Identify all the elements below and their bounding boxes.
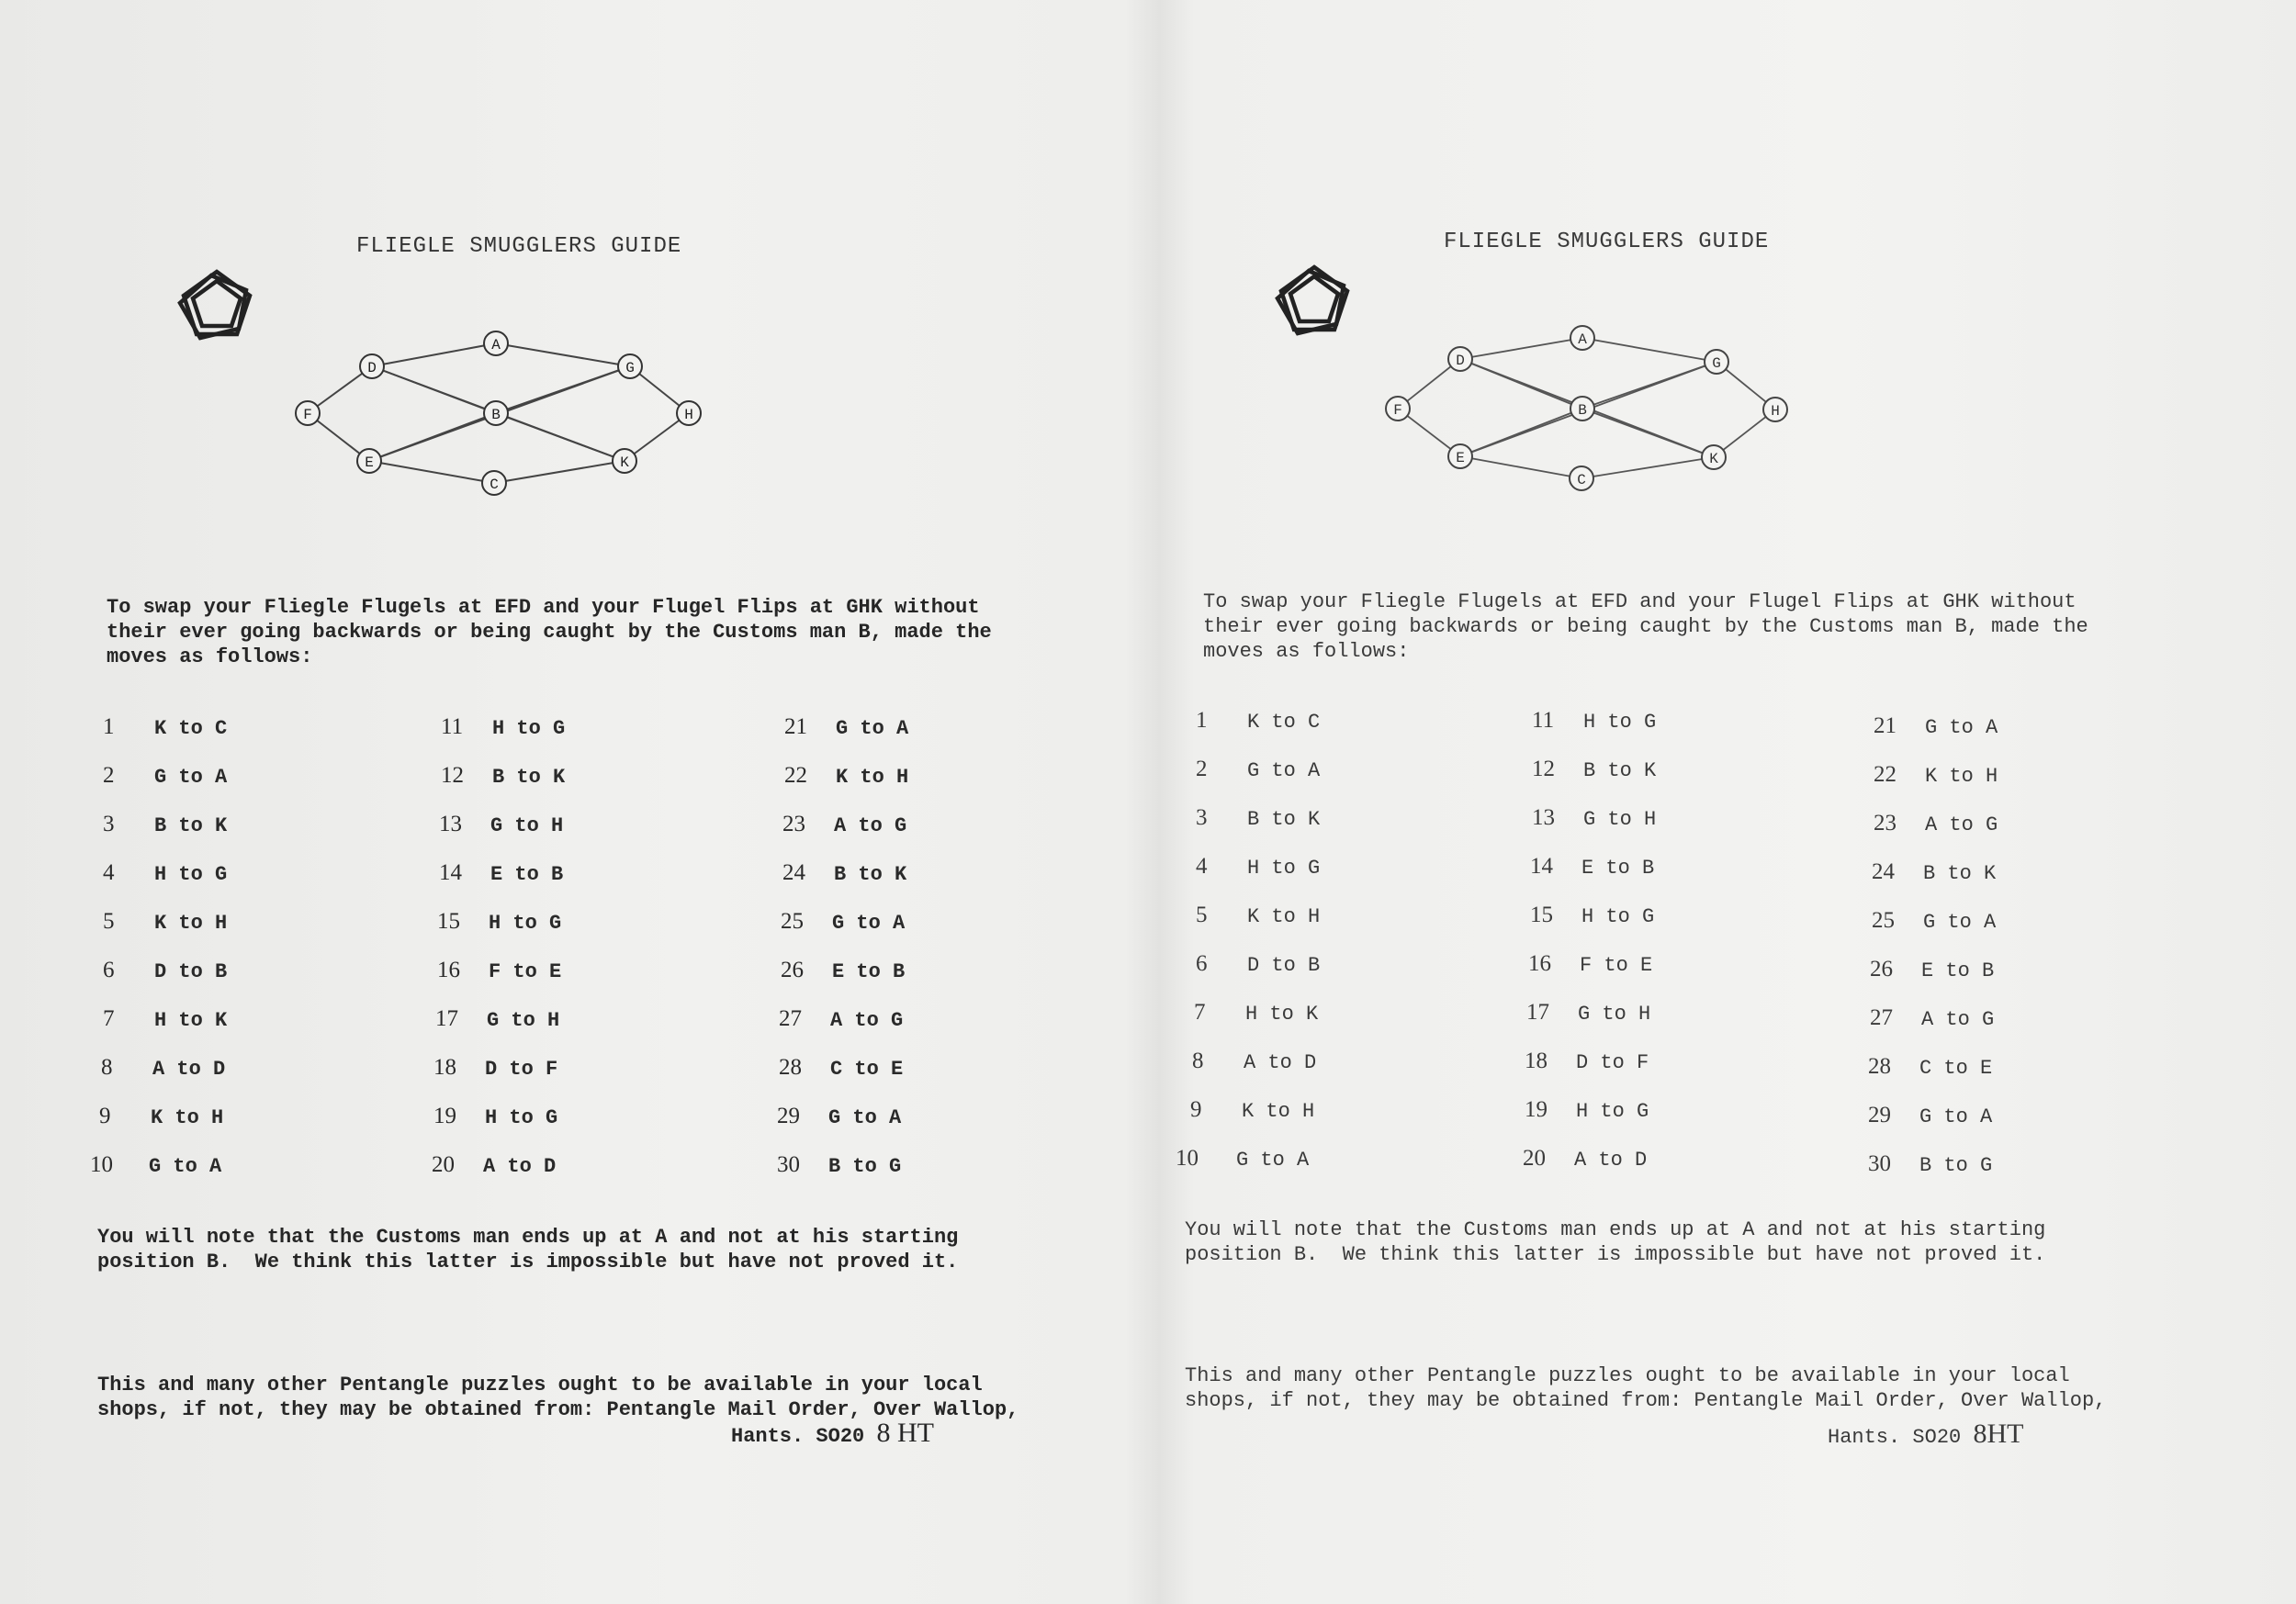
move-item: 3 B to K [1196, 805, 1321, 831]
node-a: A [1578, 331, 1587, 348]
move-item: 25 G to A [781, 909, 906, 935]
footer-address: Hants. SO20 8 HT [731, 1418, 934, 1448]
move-item: 11 H to G [441, 714, 566, 740]
move-item: 17 G to H [435, 1006, 560, 1032]
move-item: 25 G to A [1872, 908, 1997, 934]
move-item: 6 D to B [103, 958, 228, 983]
move-item: 4 H to G [103, 860, 228, 886]
move-item: 1 K to C [1196, 708, 1321, 734]
move-item: 1 K to C [103, 714, 228, 740]
move-item: 7 H to K [103, 1006, 228, 1032]
node-a: A [491, 337, 501, 353]
intro-text: To swap your Fliegle Flugels at EFD and your Flugel Flips at GHK without their ever going backwards or being caught by the Customs man B, made the moves as follows: [1203, 590, 2088, 663]
move-item: 12 B to K [1532, 757, 1657, 782]
postcode: 8 HT [876, 1418, 934, 1448]
note-text: You will note that the Customs man ends up at A and not at his starting position B. We think this latter is impossible but have not proved it. [97, 1226, 959, 1273]
move-item: 8 A to D [101, 1055, 226, 1081]
move-item: 4 H to G [1196, 854, 1321, 880]
move-item: 24 B to K [1872, 859, 1997, 885]
move-item: 14 E to B [439, 860, 564, 886]
move-item: 16 F to E [1528, 951, 1653, 977]
right-sheet [1148, 0, 2296, 1604]
move-item: 29 G to A [1868, 1103, 1993, 1128]
move-item: 5 K to H [1196, 903, 1321, 928]
move-item: 26 E to B [1870, 957, 1995, 982]
move-item: 23 A to G [782, 812, 907, 837]
move-item: 2 G to A [103, 763, 228, 789]
move-item: 28 C to E [779, 1055, 904, 1081]
node-h: H [1771, 403, 1780, 420]
move-item: 22 K to H [1874, 762, 1998, 788]
move-item: 28 C to E [1868, 1054, 1993, 1080]
move-item: 18 D to F [1525, 1049, 1649, 1074]
move-item: 23 A to G [1874, 811, 1998, 836]
move-item: 15 H to G [1530, 903, 1655, 928]
node-c: C [1577, 472, 1586, 488]
move-item: 19 H to G [433, 1104, 558, 1129]
move-item: 18 D to F [433, 1055, 558, 1081]
node-d: D [1456, 353, 1465, 369]
move-item: 22 K to H [784, 763, 909, 789]
move-item: 9 K to H [1190, 1097, 1315, 1123]
node-c: C [490, 477, 499, 493]
footer-text: This and many other Pentangle puzzles ought to be available in your local shops, if not, they may be obtained from: Pentangle Mail Order, Over Wallop, [1185, 1364, 2107, 1412]
move-item: 16 F to E [437, 958, 562, 983]
network-diagram [1378, 317, 1809, 500]
node-k: K [1709, 451, 1718, 467]
node-e: E [365, 454, 374, 471]
move-item: 21 G to A [784, 714, 909, 740]
node-f: F [303, 407, 312, 423]
node-h: H [684, 407, 693, 423]
footer-text: This and many other Pentangle puzzles ought to be available in your local shops, if not, they may be obtained from: Pentangle Mail Order, Over Wallop, [97, 1374, 1019, 1421]
move-item: 30 B to G [777, 1152, 902, 1178]
postcode: 8HT [1973, 1419, 2024, 1449]
page-title: FLIEGLE SMUGGLERS GUIDE [1444, 230, 1770, 254]
intro-text: To swap your Fliegle Flugels at EFD and your Flugel Flips at GHK without their ever going backwards or being caught by the Customs man B, made the moves as follows: [107, 596, 992, 668]
node-e: E [1456, 450, 1465, 466]
network-diagram [285, 321, 716, 505]
move-item: 30 B to G [1868, 1151, 1993, 1177]
move-item: 7 H to K [1194, 1000, 1319, 1026]
pentangle-logo-icon [1272, 260, 1356, 339]
node-d: D [367, 360, 377, 376]
move-item: 26 E to B [781, 958, 906, 983]
move-item: 12 B to K [441, 763, 566, 789]
move-item: 20 A to D [1523, 1146, 1648, 1172]
node-g: G [625, 360, 635, 376]
move-item: 2 G to A [1196, 757, 1321, 782]
page-title: FLIEGLE SMUGGLERS GUIDE [356, 234, 682, 259]
move-item: 27 A to G [1870, 1005, 1995, 1031]
move-item: 20 A to D [432, 1152, 557, 1178]
footer-address: Hants. SO20 8HT [1828, 1419, 2024, 1449]
move-item: 15 H to G [437, 909, 562, 935]
node-b: B [1578, 402, 1587, 419]
move-item: 19 H to G [1525, 1097, 1649, 1123]
move-item: 13 G to H [1532, 805, 1657, 831]
node-f: F [1393, 402, 1402, 419]
node-g: G [1712, 355, 1721, 372]
move-item: 21 G to A [1874, 713, 1998, 739]
move-item: 24 B to K [782, 860, 907, 886]
move-item: 6 D to B [1196, 951, 1321, 977]
node-b: B [491, 407, 501, 423]
move-item: 10 G to A [1176, 1146, 1310, 1172]
move-item: 29 G to A [777, 1104, 902, 1129]
move-item: 10 G to A [90, 1152, 222, 1178]
move-item: 17 G to H [1526, 1000, 1651, 1026]
move-item: 8 A to D [1192, 1049, 1317, 1074]
node-k: K [620, 454, 629, 471]
move-item: 5 K to H [103, 909, 228, 935]
move-item: 9 K to H [99, 1104, 224, 1129]
move-item: 14 E to B [1530, 854, 1655, 880]
move-item: 3 B to K [103, 812, 228, 837]
pentangle-logo-icon [174, 264, 259, 343]
move-item: 13 G to H [439, 812, 564, 837]
move-item: 11 H to G [1532, 708, 1657, 734]
move-item: 27 A to G [779, 1006, 904, 1032]
note-text: You will note that the Customs man ends up at A and not at his starting position B. We think this latter is impossible but have not proved it. [1185, 1218, 2046, 1266]
